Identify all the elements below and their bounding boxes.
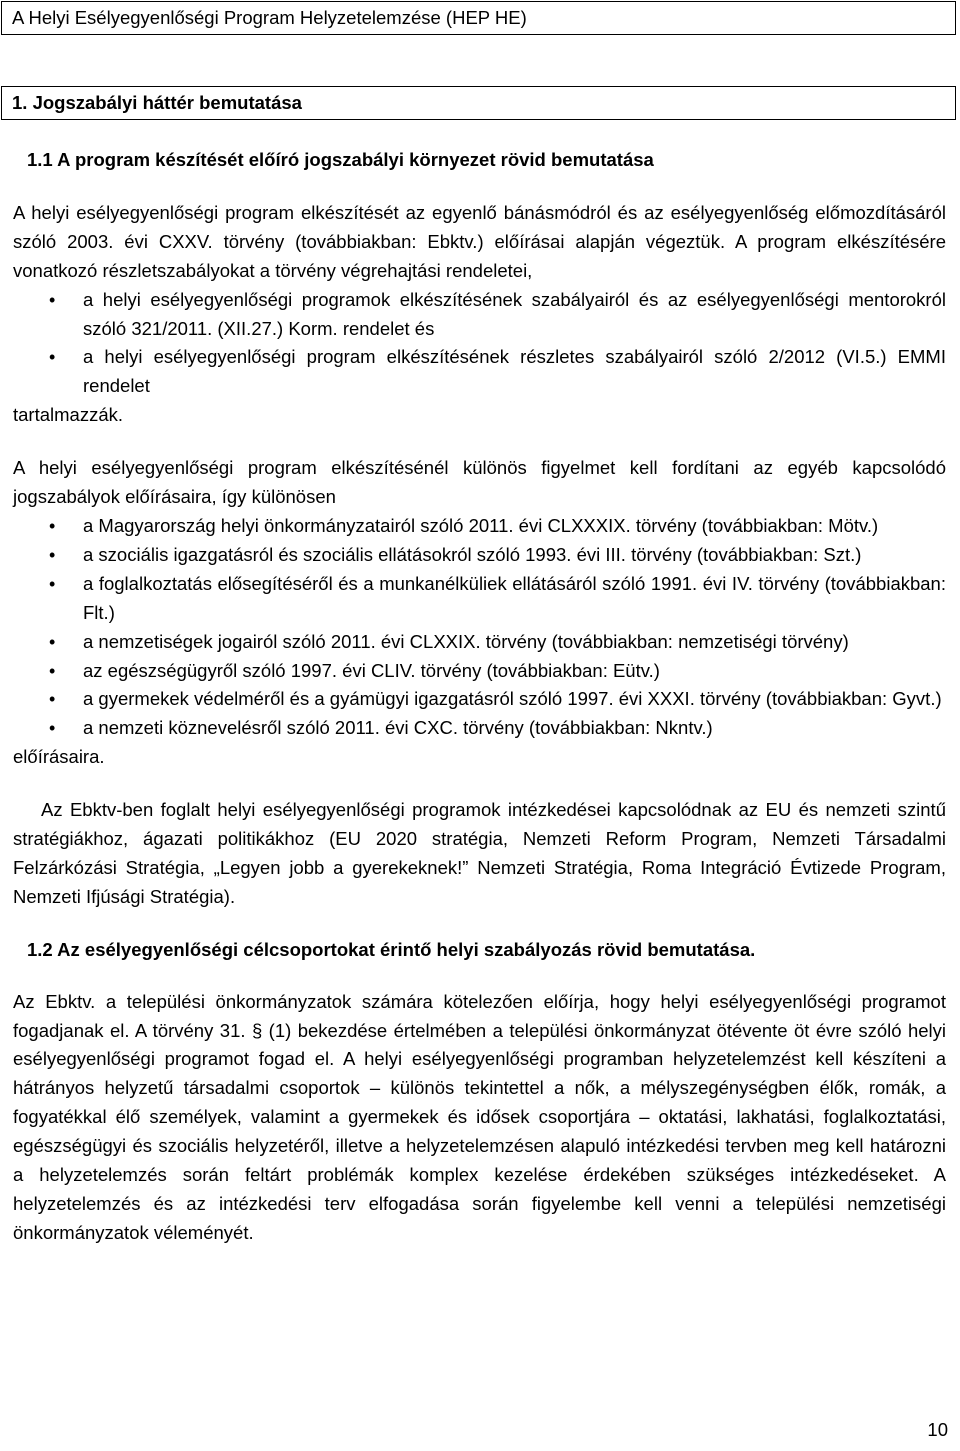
list-item: • a nemzeti köznevelésről szóló 2011. évi CXC. törvény (továbbiakban: Nkntv.) [13, 714, 946, 743]
spacer [13, 430, 946, 454]
list-item: • a gyermekek védelméről és a gyámügyi igazgatásról szóló 1997. évi XXXI. törvény (továbbiakban: Gyvt.) [13, 685, 946, 714]
page-number: 10 [927, 1419, 948, 1440]
subsection-heading-1-2: 1.2 Az esélyegyenlőségi célcsoportokat érintő helyi szabályozás rövid bemutatása. [27, 938, 756, 960]
related-laws-list [13, 512, 946, 743]
list-item: • a helyi esélyegyenlőségi programok elkészítésének szabályairól és az esélyegyenlőségi mentorokról szóló 321/2011. (XII.27.) Korm. rendelet és [13, 286, 946, 344]
spacer [13, 772, 946, 796]
list-item: • a foglalkoztatás elősegítéséről és a munkanélküliek ellátásáról szóló 1991. évi IV. törvény (továbbiakban: Flt.) [13, 570, 946, 628]
paragraph-local-regulation: Az Ebktv. a települési önkormányzatok számára kötelezően előírja, hogy helyi esélyegyenlőségi programot fogadjanak el. A törvény 31. § (1) bekezdése értelmében a települési önkormányzat ötévente öt évre szóló helyi esélyegyenlőségi programot fogad el. A helyi esélyegyenlőségi programban helyzetelemzést kell készíteni a hátrányos helyzetű társadalmi csoportok – különös tekintettel a nők, a mélyszegénységben élők, romák, a fogyatékkal élő személyek, valamint a gyermekek és idősek csoportjára – oktatási, lakhatási, foglalkoztatási, egészségügyi és szociális helyzetéről, illetve a helyzetelemzésen alapuló intézkedési tervben meg kell határozni a helyzetelemzés során feltárt problémák komplex kezelése érdekében szükséges intézkedéseket. A helyzetelemzés és az intézkedési terv elfogadása során figyelembe kell venni a települési nemzetiségi önkormányzatok véleményét. [13, 990, 946, 1243]
paragraph-end: előírásaira. [13, 746, 105, 768]
list-item: • a szociális igazgatásról és szociális ellátásokról szóló 1993. évi III. törvény (továbbiakban: Szt.) [13, 541, 946, 570]
document-header-title: A Helyi Esélyegyenlőségi Program Helyzetelemzése (HEP HE) [12, 7, 527, 28]
list-item: • az egészségügyről szóló 1997. évi CLIV. törvény (továbbiakban: Eütv.) [13, 657, 946, 686]
document-header-box [1, 1, 956, 35]
list-item: • a helyi esélyegyenlőségi program elkészítésének részletes szabályairól szóló 2/2012 (VI.5.) EMMI rendelet [13, 343, 946, 401]
list-item: • a nemzetiségek jogairól szóló 2011. évi CLXXIX. törvény (továbbiakban: nemzetiségi törvény) [13, 628, 946, 657]
paragraph-legal-basis: A helyi esélyegyenlőségi program elkészítését az egyenlő bánásmódról és az esélyegyenlőség előmozdításáról szóló 2003. évi CXXV. törvény (továbbiakban: Ebktv.) előírásai alapján végeztük. A program elkészítésére vonatkozó részletszabályokat a törvény végrehajtási rendeletei, [13, 201, 946, 281]
section-heading: 1. Jogszabályi háttér bemutatása [12, 92, 302, 113]
list-item: • a Magyarország helyi önkormányzatairól szóló 2011. évi CLXXXIX. törvény (továbbiakban: Mötv.) [13, 512, 946, 541]
paragraph-end: tartalmazzák. [13, 404, 124, 426]
document-body [13, 146, 946, 1248]
spacer [13, 912, 946, 936]
spacer [13, 175, 946, 199]
spacer [13, 965, 946, 988]
section-heading-box [1, 86, 956, 120]
paragraph-related-laws: A helyi esélyegyenlőségi program elkészítésénél különös figyelmet kell fordítani az egyéb kapcsolódó jogszabályok előírásaira, így különösen [13, 457, 946, 508]
subsection-heading-1-1: 1.1 A program készítését előíró jogszabályi környezet rövid bemutatása [27, 149, 654, 170]
decree-list [13, 286, 946, 402]
paragraph-strategies: Az Ebktv-ben foglalt helyi esélyegyenlőségi programok intézkedései kapcsolódnak az EU és nemzeti szintű stratégiákhoz, ágazati politikákhoz (EU 2020 stratégia, Nemzeti Reform Program, Nemzeti Társadalmi Felzárkózási Stratégia, „Legyen jobb a gyerekeknek!” Nemzeti Stratégia, Roma Integráció Évtizede Program, Nemzeti Ifjúsági Stratégia). [13, 799, 946, 907]
